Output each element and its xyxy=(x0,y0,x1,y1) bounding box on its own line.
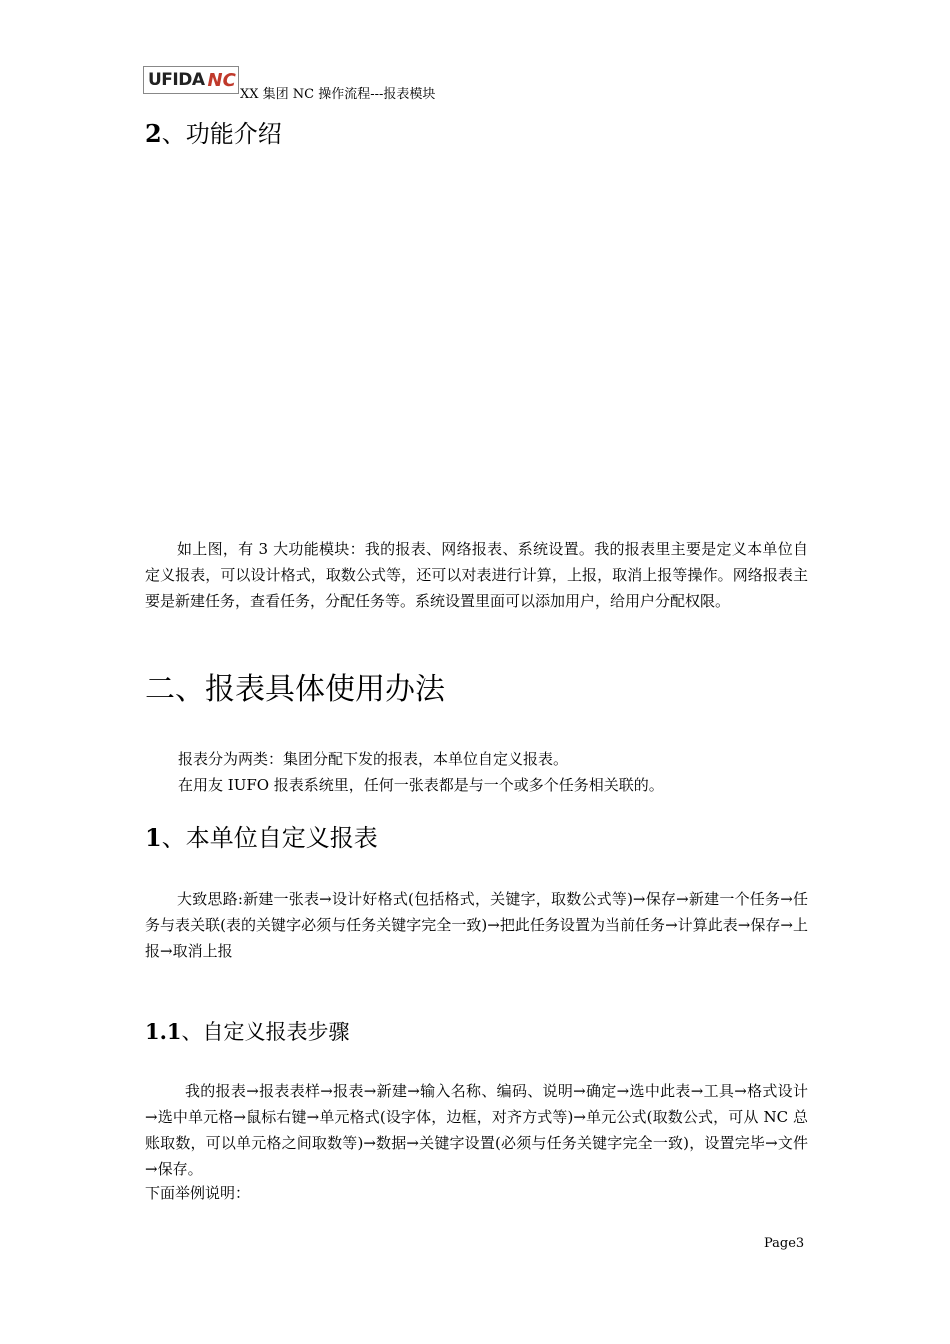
report-types-line: 报表分为两类：集团分配下发的报表，本单位自定义报表。 xyxy=(178,750,569,768)
section-1-1-heading xyxy=(145,1016,350,1046)
logo-mark: NC xyxy=(207,69,236,91)
section-1-1-title: 、自定义报表步骤 xyxy=(181,1020,350,1044)
intro-paragraph: 如上图，有 3 大功能模块：我的报表、网络报表、系统设置。我的报表里主要是定义本单位自定义报表，可以设计格式，取数公式等，还可以对表进行计算，上报，取消上报等操作。网络报表主要是新建任务，查看任务，分配任务等。系统设置里面可以添加用户，给用户分配权限。 xyxy=(145,540,808,610)
section-1-number: 1 xyxy=(145,823,162,852)
header-title: XX 集团 NC 操作流程---报表模块 xyxy=(240,87,436,102)
logo-text: UFIDA xyxy=(148,70,205,90)
chapter-2-heading: 二、报表具体使用办法 xyxy=(145,672,445,707)
example-line: 下面举例说明： xyxy=(145,1184,251,1202)
section-1-paragraph: 大致思路:新建一张表→设计好格式(包括格式，关键字，取数公式等)→保存→新建一个任务→任务与表关联(表的关键字必须与任务关键字完全一致)→把此任务设置为当前任务→计算此表→保存→上报→取消上报 xyxy=(145,890,808,960)
section-2-number: 2 xyxy=(145,119,162,148)
section-1-heading xyxy=(145,818,378,853)
section-1-title: 、本单位自定义报表 xyxy=(161,824,378,852)
section-2-heading xyxy=(145,114,282,149)
page-number: Page3 xyxy=(764,1236,805,1251)
section-2-title: 、功能介绍 xyxy=(161,120,282,148)
ufida-nc-logo xyxy=(143,66,239,94)
section-1-1-number: 1.1 xyxy=(145,1019,182,1044)
section-1-1-paragraph: 我的报表→报表表样→报表→新建→输入名称、编码、说明→确定→选中此表→工具→格式设计→选中单元格→鼠标右键→单元格式(设字体，边框，对齐方式等)→单元公式(取数公式，可从 NC 总账取数，可以单元格之间取数等)→数据→关键字设置(必须与任务关键字完全一致)，设置完毕→文件→保存。 xyxy=(145,1082,808,1178)
iufo-task-line: 在用友 IUFO 报表系统里，任何一张表都是与一个或多个任务相关联的。 xyxy=(178,776,664,794)
